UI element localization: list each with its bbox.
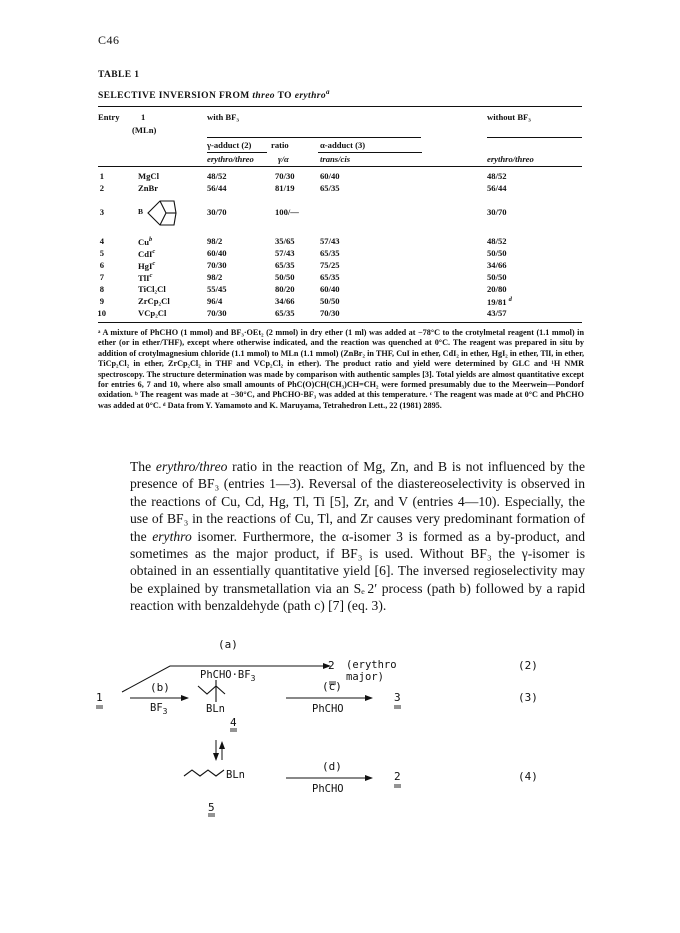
header-alpha-sub: trans/cis (320, 154, 351, 164)
reagent-a-sub: 3 (250, 674, 256, 684)
compound-1: 1 (96, 691, 103, 704)
table-row-ratio: 80/20 (275, 284, 295, 294)
body-paragraph (130, 458, 585, 615)
table-row-without: 56/44 (487, 183, 507, 193)
table-row-without (487, 296, 512, 307)
table-header-rule (98, 166, 582, 167)
table-row-reagent: B (138, 207, 144, 216)
table-title (98, 88, 330, 101)
product-c: 3 (394, 691, 401, 704)
path-b-label: (b) (150, 681, 170, 694)
product-d: 2 (394, 770, 401, 783)
equation-3-number: (3) (518, 691, 538, 704)
table-row-ratio: 57/43 (275, 248, 295, 258)
path-d-label: (d) (322, 760, 342, 773)
header-ratio-sub: γ/α (278, 154, 289, 164)
table-row-without: 50/50 (487, 248, 507, 258)
table-row-reagent: TiCl₂Cl (138, 284, 166, 294)
without-sup: d (508, 296, 512, 303)
equation-2-number: (2) (518, 659, 538, 672)
body-text-1: The (130, 459, 156, 474)
table-row-reagent: ZrCp₂Cl (138, 296, 170, 306)
reagent-sup: c (152, 260, 156, 267)
table-row-gamma: 55/45 (207, 284, 227, 294)
body-italic-erythro-threo: erythro/threo (155, 459, 228, 474)
table-row-gamma: 56/44 (207, 183, 227, 193)
body-italic-erythro: erythro (152, 528, 192, 544)
table-footnote: ᵃ A mixture of PhCHO (1 mmol) and BF₃·OEt₂ (2 mmol) in dry ether (1 ml) was added at −78°C to the crotylmetal reagent (1.1 mmol) in ether (or in ether/THF), except where otherwise indicated, and the reaction was quenched at 0°C. The reagent was prepared in situ by addition of crotylmagnesium chloride (1.1 mmol) to MLn (1.1 mmol) (ZnBr₂ in THF, CuI in ether, CdI₂ in ether, HgI₂ in ether, TlI, in ether, TiCp₂Cl₂ in ether, ZrCp₂Cl₂ in THF and VCp₂Cl₂ in ether). The product ratio and yield were determined by GLC and ¹H NMR spectroscopy. The structure determination was made by comparison with authentic samples [3]. Total yields are almost quantitative except for entries 6, 7 and 10, where also small amounts of PhC(O)CH(CH₃)CH=CH₂ were formed presumably due to the Meerwein—Pondorf oxidation. ᵇ The reagent was made at −30°C, and PhCHO·BF₃ was added at this temperature. ᶜ The reagent was made at 0°C and PhCHO was added at 0°C. ᵈ Data from Y. Yamamoto and K. Maruyama, Tetrahedron Lett., 22 (1981) 2895. (98, 328, 584, 410)
reagent-c: PhCHO (312, 703, 344, 715)
header-gamma-sub: erythro/threo (207, 154, 254, 164)
bln-4: BLn (206, 703, 225, 715)
table-row-alpha: 70/30 (320, 308, 340, 318)
table-row-gamma: 30/70 (207, 207, 227, 217)
compound-4: 4 (230, 716, 237, 729)
gamma-sub-rule (207, 152, 267, 153)
table-row-entry: 5 (99, 248, 104, 258)
reagent-d: PhCHO (312, 783, 344, 795)
reagent-name: TlI (138, 272, 150, 283)
body-text-2: ratio in the reaction of Mg, Zn, and B is not influenced by the presence of BF₃ (entries 1—3). Reversal of the diastereoselectivity is observed in the reactions of Cu, Cd, Hg, Tl, Ti [5], Zr, and V (entries 4—10). Especially, the use of BF₃ in the reactions of Cu, Tl, and Zr causes very predominant formation of the (130, 459, 585, 544)
table-row-without: 20/80 (487, 284, 507, 294)
table-row-gamma: 48/52 (207, 171, 227, 181)
header-reagent-sub: (MLn) (132, 125, 157, 135)
table-row-entry: 6 (99, 260, 104, 270)
table-row-gamma: 60/40 (207, 248, 227, 258)
crotylborane-5-icon (184, 770, 224, 776)
product-a: 2 (328, 659, 335, 672)
table-row-alpha: 50/50 (320, 296, 340, 306)
table-row-without: 34/66 (487, 260, 507, 270)
header-with-bf3: with BF₃ (207, 112, 239, 122)
table-row-alpha: 60/40 (320, 284, 340, 294)
table-row-ratio: 34/66 (275, 296, 295, 306)
reagent-name: CdI (138, 248, 153, 259)
table-row-gamma: 98/2 (207, 236, 223, 246)
table-row-entry: 10 (97, 308, 106, 318)
table-row-reagent (138, 248, 155, 259)
header-entry: Entry (98, 112, 120, 122)
reagent-sup: c (149, 272, 153, 279)
header-without-bf3: without BF₃ (487, 112, 531, 122)
table-row-gamma: 70/30 (207, 260, 227, 270)
alpha-sub-rule (318, 152, 422, 153)
table-row-ratio: 100/— (275, 207, 299, 217)
header-without-sub: erythro/threo (487, 154, 534, 164)
table-title-mid: TO (274, 91, 295, 102)
table-row-ratio: 50/50 (275, 272, 295, 282)
table-row-reagent: VCp₂Cl (138, 308, 167, 318)
reagent-sup: b (149, 236, 153, 243)
table-row-entry: 7 (99, 272, 104, 282)
table-row-gamma: 98/2 (207, 272, 223, 282)
reagent-sup: c (152, 248, 156, 255)
table-row-entry: 9 (99, 296, 104, 306)
table-row-without: 30/70 (487, 207, 507, 217)
table-row-entry: 2 (99, 183, 104, 193)
table-row-reagent: ZnBr (138, 183, 159, 193)
table-title-sup: a (326, 88, 330, 96)
table-row-gamma: 70/30 (207, 308, 227, 318)
reagent-a (200, 669, 255, 683)
header-reagent: 1 (141, 112, 146, 122)
table-row-entry: 1 (99, 171, 104, 181)
table-row-gamma: 96/4 (207, 296, 223, 306)
table-row-alpha: 75/25 (320, 260, 340, 270)
body-text-3: isomer. Furthermore, the α-isomer 3 is formed as a by-product, and sometimes as the major product, if BF₃ is used. Without BF₃ the γ-isomer is obtained in an essentially quantitative yield [6]. The inversed regioselectivity may be explained by transmetallation via an Sₑ 2′ process (path b) followed by a rapid reaction with benzaldehyde (path c) [7] (eq. 3). (130, 528, 585, 614)
reagent-b-text: BF (150, 702, 163, 714)
table-row-alpha: 65/35 (320, 272, 340, 282)
header-alpha-adduct: α-adduct (3) (320, 140, 366, 150)
table-title-threo: threo (252, 91, 275, 102)
table-row-without: 48/52 (487, 171, 507, 181)
table-row-entry: 4 (99, 236, 104, 246)
table-row-reagent (138, 236, 152, 247)
page-number: C46 (98, 33, 120, 47)
without-value: 19/81 (487, 296, 507, 307)
compound-5: 5 (208, 801, 215, 814)
table-row-entry: 8 (99, 284, 104, 294)
table-row-ratio: 65/35 (275, 308, 295, 318)
table-bottom-rule (98, 322, 582, 323)
table-top-rule (98, 106, 582, 107)
table-row-alpha: 60/40 (320, 171, 340, 181)
bbn-structure-icon (144, 192, 184, 232)
table-title-prefix: SELECTIVE INVERSION FROM (98, 91, 253, 102)
reagent-b-sub: 3 (162, 707, 168, 717)
table-row-alpha: 57/43 (320, 236, 340, 246)
table-row-without: 43/57 (487, 308, 507, 318)
table-row-ratio: 35/65 (275, 236, 295, 246)
bln-5: BLn (226, 769, 245, 781)
table-row-ratio: 70/30 (275, 171, 295, 181)
without-bf3-rule (487, 137, 582, 138)
path-c-label: (c) (322, 680, 342, 693)
header-ratio: ratio (271, 140, 289, 150)
table-row-reagent (138, 272, 152, 283)
equation-4-number: (4) (518, 770, 538, 783)
table-row-ratio: 65/35 (275, 260, 295, 270)
header-gamma-adduct: γ-adduct (2) (207, 140, 252, 150)
table-row-entry: 3 (99, 207, 104, 217)
table-label: TABLE 1 (98, 70, 140, 80)
table-title-erythro: erythro (294, 91, 327, 102)
with-bf3-rule (207, 137, 421, 138)
reagent-a-text: PhCHO·BF (200, 669, 251, 681)
reagent-name: Cu (138, 236, 149, 247)
table-row-ratio: 81/19 (275, 183, 295, 193)
path-a-label: (a) (218, 638, 238, 651)
table-row-without: 50/50 (487, 272, 507, 282)
table-row-alpha: 65/35 (320, 183, 340, 193)
reagent-b (150, 702, 167, 716)
table-row-without: 48/52 (487, 236, 507, 246)
table-row-reagent (138, 260, 155, 271)
reagent-name: HgI (138, 260, 153, 271)
product-a-note: (erythro major) (346, 659, 397, 683)
table-row-alpha: 65/35 (320, 248, 340, 258)
table-row-reagent: MgCl (138, 171, 160, 181)
